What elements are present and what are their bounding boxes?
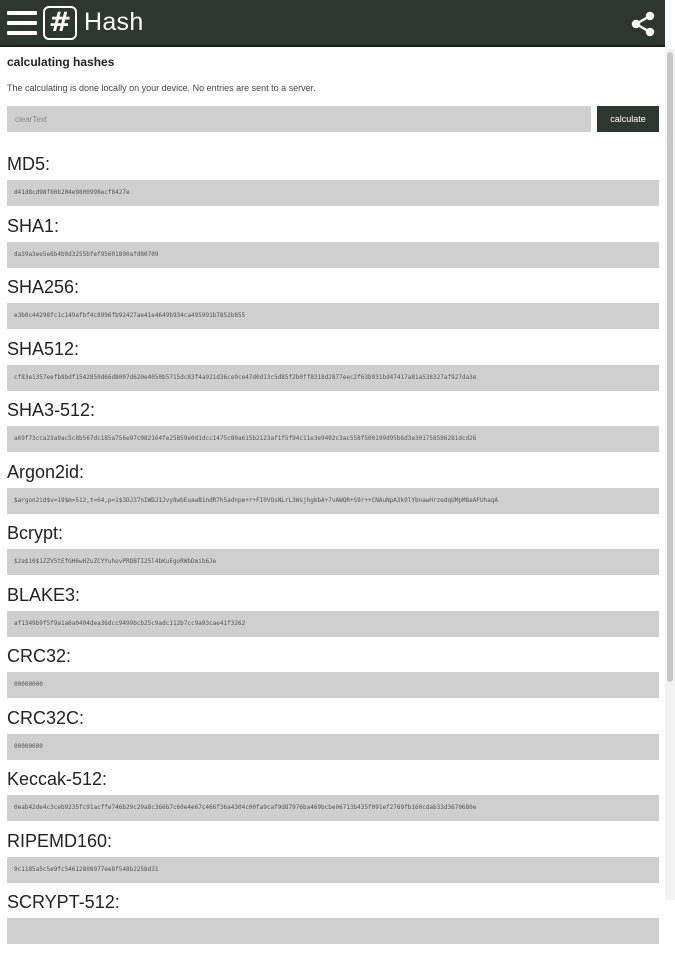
hash-result-item [7,276,659,338]
hamburger-menu-icon[interactable] [7,11,37,35]
app-bar [0,0,665,47]
hash-algorithm-label: SCRYPT-512: [7,892,120,912]
scrollbar-thumb[interactable] [667,52,673,682]
hash-result-item [7,153,659,215]
hash-result-item [7,399,659,461]
hash-algorithm-label: CRC32C: [7,707,85,728]
hash-result-item [7,645,659,707]
hash-output-field[interactable]: e3b0c44298fc1c149afbf4c8996fb92427ae41e4649b934ca495991b7852b855 [7,303,659,329]
hash-logo-icon: # [43,6,77,40]
hash-algorithm-label: Argon2id: [7,461,85,482]
hash-output-field[interactable]: a69f73cca23a9ac5c8b567dc185a756e97c982164fe25859e0d1dcc1475c80a615b2123af1f5f94c11e3e9402c3ac558f500199d95b6d3e301758586281dcd26 [7,426,659,452]
hash-output-field[interactable]: d41d8cd98f00b204e9800998ecf8427e [7,180,659,206]
hash-output-field[interactable]: 9c1185a5c5e9fc54612808977ee8f548b2258d31 [7,857,659,883]
hash-algorithm-label: Keccak-512: [7,769,108,789]
calculate-button[interactable]: calculate [597,106,659,132]
main-content [0,49,665,912]
hash-output-field[interactable]: $argon2id$v=19$m=512,t=64,p=1$3DJ37nIWDJ1Jvy8wbEuawB1ndR7h5adnpe+r+FI0VOsNLrL3WsjhgkbA+7vAWQR+S9r++CNAuNpA3k9lYbnawHrzedqUMpM8eAFUhaqA [7,488,659,514]
hash-output-field[interactable]: 00000000 [7,672,659,698]
clear-text-input[interactable] [7,106,591,132]
app-title: Hash [84,8,144,36]
share-icon[interactable] [630,11,656,37]
hash-result-item [7,461,659,523]
hash-output-field[interactable]: cf83e1357eefb8bdf1542850d66d8007d620e4050b5715dc83f4a921d36ce9ce47d0d13c5d85f2b0ff8318d2877eec2f63b931bd47417a81a538327af927da3e [7,365,659,391]
hash-output-field[interactable] [7,918,659,944]
hash-algorithm-label: Bcrypt: [7,523,64,543]
hash-output-field[interactable]: $2a$10$1ZZV5tEfGH6wHZuZCYYuhovPRDBTI25l4bKuEgoRWbDmib6Je [7,549,659,575]
scrollbar[interactable] [665,49,675,900]
hash-result-item [7,215,659,277]
hash-output-field[interactable]: af1349b9f5f9a1a6a0404dea36dcc9499bcb25c9adc112b7cc9a93cae41f3262 [7,611,659,637]
hash-algorithm-label: BLAKE3: [7,584,81,605]
hash-algorithm-label: SHA3-512: [7,400,96,420]
hash-result-item [7,707,659,769]
hash-result-item [7,830,659,892]
hash-output-field[interactable]: 00000000 [7,734,659,760]
hash-result-item [7,338,659,400]
hash-result-item [7,522,659,584]
hash-output-field[interactable]: 0eab42de4c3ceb9235fc91acffe746b29c29a8c366b7c60e4e67c466f36a4304c00fa9caf9d87976ba469bcbe06713b435f091ef2769fb160cdab33d3670680e [7,795,659,821]
hash-algorithm-label: CRC32: [7,646,72,666]
hash-algorithm-label: MD5: [7,154,51,174]
hash-algorithm-label: SHA1: [7,215,60,236]
hash-results-list [7,153,659,953]
hash-result-item [7,584,659,646]
hash-result-item [7,768,659,830]
privacy-description: The calculating is done locally on your device. No entries are sent to a server. [7,83,316,93]
hash-algorithm-label: SHA512: [7,338,80,359]
section-heading: calculating hashes [7,55,115,69]
hash-output-field[interactable]: da39a3ee5e6b4b0d3255bfef95601890afd80709 [7,242,659,268]
hash-algorithm-label: RIPEMD160: [7,830,113,851]
hash-algorithm-label: SHA256: [7,277,80,297]
hash-result-item [7,891,659,953]
